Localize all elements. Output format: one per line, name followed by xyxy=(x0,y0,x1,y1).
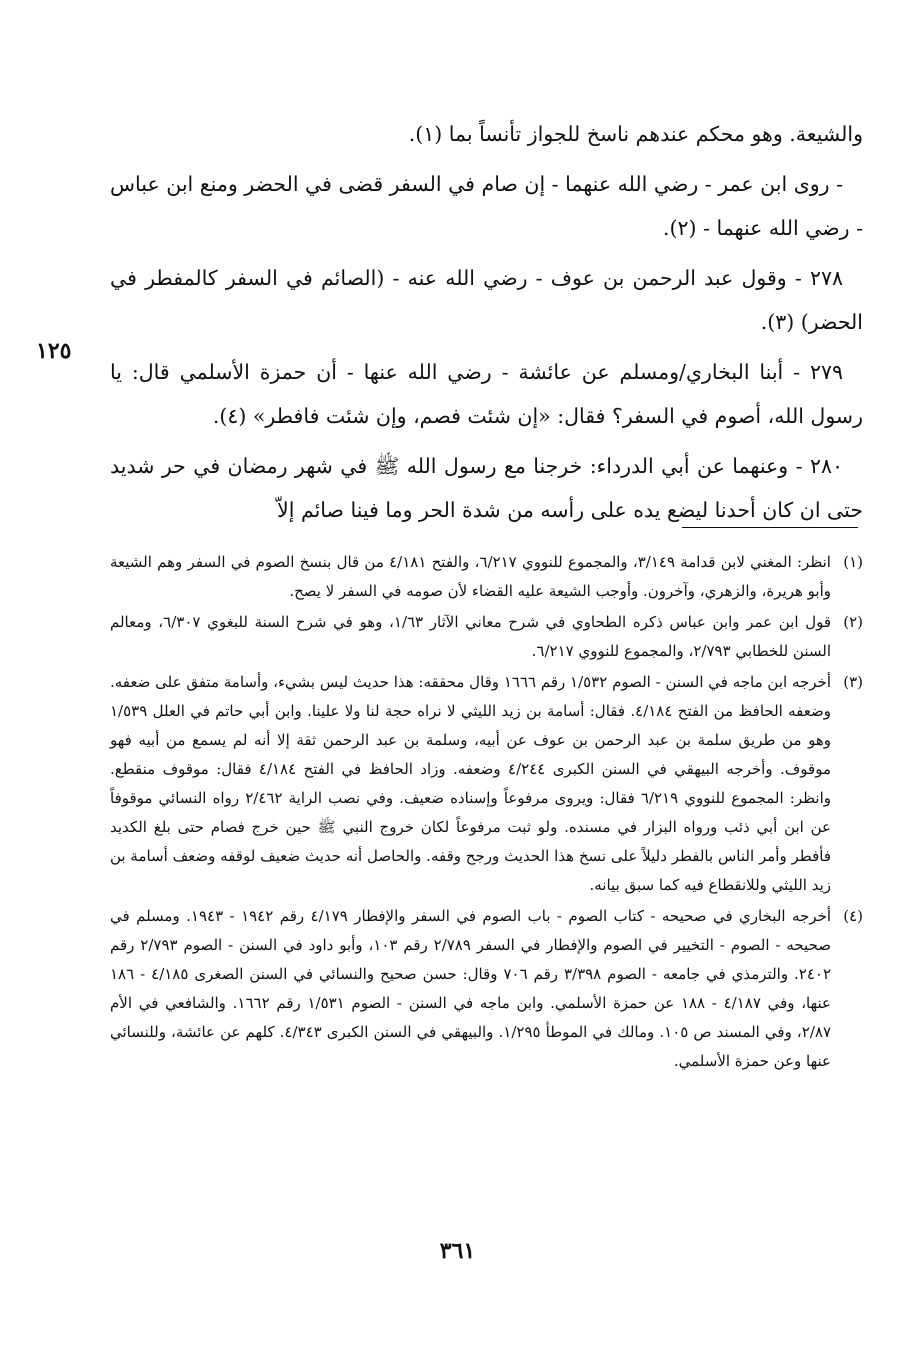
footnote-text: أخرجه ابن ماجه في السنن - الصوم ١/٥٣٢ رقم ١٦٦٦ وقال محققه: هذا حديث ليس بشيء، وأسامة متفق على ضعفه. وضعفه الحافظ من الفتح ٤/١٨٤. فقال: أسامة بن زيد الليثي لا نراه حجة لنا ولا علينا. وابن أبي حاتم في العلل ١/٥٣٩ وهو من طريق سلمة بن عبد الرحمن بن عوف عن أبيه، وسلمة بن عبد الرحمن ثقة إلا أنه لم يسمع من أبيه فهو موقوف. وأخرجه البيهقي في السنن الكبرى ٤/٢٤٤ وضعفه. وزاد الحافظ في الفتح ٤/١٨٤ فقال: موقوف منقطع. وانظر: المجموع للنووي ٦/٢١٩ فقال: ويروى مرفوعاً وإسناده ضعيف. وفي نصب الراية ٢/٤٦٢ رواه النسائي موقوفاً عن ابن أبي ذئب ورواه البزار في مسنده. ولو ثبت مرفوعاً لكان خروج النبي ﷺ حين خرج فصام حتى بلغ الكديد فأفطر وأمر الناس بالفطر دليلاً على نسخ هذا الحديث ورجح وقفه. والحاصل أنه حديث ضعيف لوقفه وضعف أسامة بن زيد الليثي وللانقطاع فيه كما سبق بيانه. xyxy=(110,673,831,894)
footnote-text: انظر: المغني لابن قدامة ٣/١٤٩، والمجموع للنووي ٦/٢١٧، والفتح ٤/١٨١ من قال بنسخ الصوم في السفر وهم الشيعة وأبو هريرة، والزهري، وآخرون. وأوجب الشيعة عليه القضاء لأن صومه في السفر لا يصح. xyxy=(110,553,831,600)
footnote-number: (٢) xyxy=(843,613,863,631)
footnote-3 xyxy=(110,668,863,900)
footnote-2 xyxy=(110,608,863,666)
footnote-4 xyxy=(110,902,863,1076)
paragraph-ibn-umar: - روى ابن عمر - رضي الله عنهما - إن صام في السفر قضى في الحضر ومنع ابن عباس - رضي الله عنهما - (٢). xyxy=(110,172,863,240)
footnotes-section xyxy=(110,548,863,1078)
footnote-1 xyxy=(110,548,863,606)
footnote-text: قول ابن عمر وابن عباس ذكره الطحاوي في شرح معاني الآثار ١/٦٣، وهو في شرح السنة للبغوي ٦/٣٠٧، ومعالم السنن للخطابي ٢/٧٩٣، والمجموع للنووي ٦/٢١٧. xyxy=(110,613,832,660)
footnote-number: (٣) xyxy=(843,673,863,691)
paragraph-280: ٢٨٠ - وعنهما عن أبي الدرداء: خرجنا مع رسول الله ﷺ في شهر رمضان في حر شديد حتى ان كان أحدنا ليضع يده على رأسه من شدة الحر وما فينا صائم إلاّ xyxy=(110,454,863,522)
footnote-text: أخرجه البخاري في صحيحه - كتاب الصوم - باب الصوم في السفر والإفطار ٤/١٧٩ رقم ١٩٤٢ - ١٩٤٣. ومسلم في صحيحه - الصوم - التخيير في الصوم والإفطار في السفر ٢/٧٨٩ رقم ١٠٣، وأبو داود في السنن - الصوم ٢/٧٩٣ رقم ٢٤٠٢. والترمذي في جامعه - الصوم ٣/٣٩٨ رقم ٧٠٦ وقال: حسن صحيح والنسائي في السنن الصغرى ٤/١٨٥ - ١٨٦ عنها، وفي ٤/١٨٧ - ١٨٨ عن حمزة الأسلمي. وابن ماجه في السنن - الصوم ١/٥٣١ رقم ١٦٦٢. والشافعي في الأم ٢/٨٧، وفي المسند ص ١٠٥. ومالك في الموطأ ١/٢٩٥. والبيهقي في السنن الكبرى ٤/٣٤٣. كلهم عن عائشة، وللنسائي عنها وعن حمزة الأسلمي. xyxy=(110,907,832,1070)
paragraph-intro: والشيعة. وهو محكم عندهم ناسخ للجواز تأنساً بما (١). xyxy=(408,122,863,146)
footnote-number: (٤) xyxy=(843,907,863,925)
paragraph-278: ٢٧٨ - وقول عبد الرحمن بن عوف - رضي الله عنه - (الصائم في السفر كالمفطر في الحضر) (٣). xyxy=(110,266,863,334)
main-text-body xyxy=(110,112,863,538)
paragraph-279: ٢٧٩ - أبنا البخاري/ومسلم عن عائشة - رضي الله عنها - أن حمزة الأسلمي قال: يا رسول الله، أصوم في السفر؟ فقال: «إن شئت فصم، وإن شئت فافطر» (٤). xyxy=(110,360,863,428)
page-number: ٣٦١ xyxy=(439,1238,476,1264)
footnote-number: (١) xyxy=(843,553,863,571)
margin-page-reference: ١٢٥ xyxy=(36,338,72,364)
footnote-divider xyxy=(682,527,858,528)
